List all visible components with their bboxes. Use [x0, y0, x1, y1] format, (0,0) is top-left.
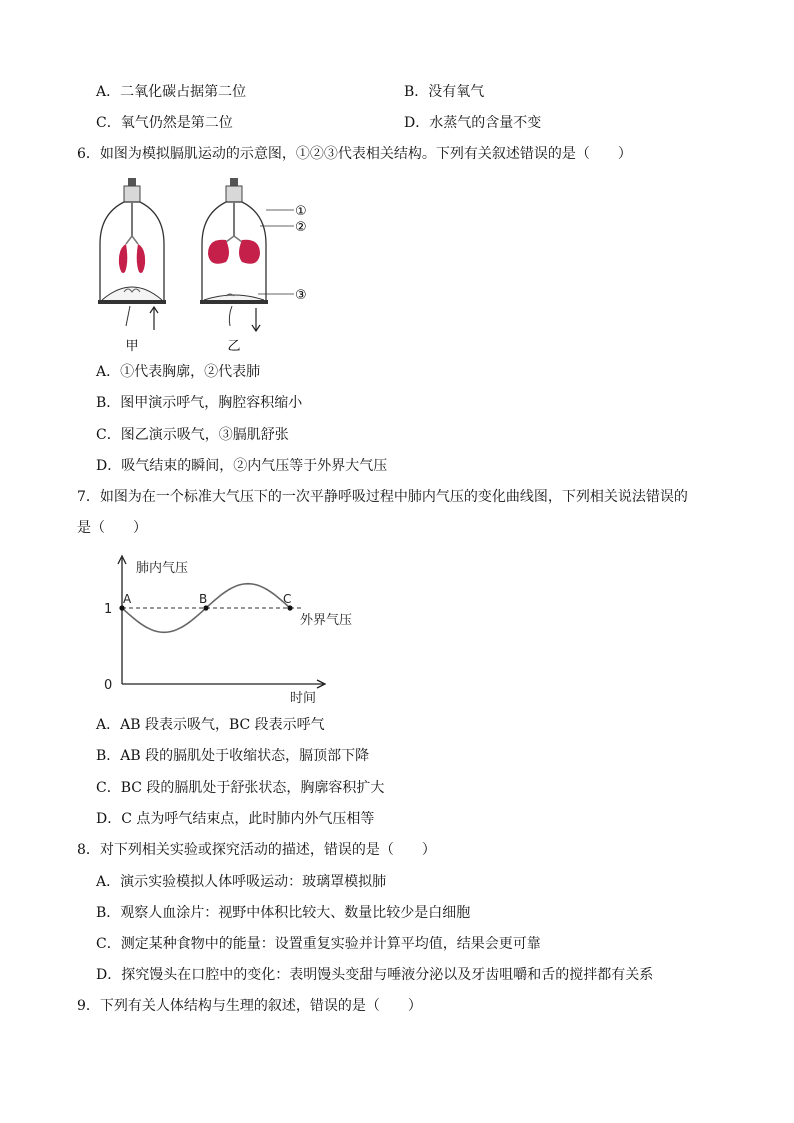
q7-option-b: B．AB 段的膈肌处于收缩状态，膈顶部下降 [96, 748, 370, 764]
q6-option-c: C．图乙演示吸气，③膈肌舒张 [96, 427, 289, 443]
y-tick-label-0: 0 [104, 678, 113, 693]
point-b [203, 605, 208, 610]
point-c [287, 605, 292, 610]
q9-stem: 9．下列有关人体结构与生理的叙述，错误的是（ ） [77, 998, 422, 1014]
q8-stem: 8．对下列相关实验或探究活动的描述，错误的是（ ） [77, 842, 436, 858]
q7-stem-line2: 是（ ） [77, 520, 147, 536]
q5-option-d: D．水蒸气的含量不变 [404, 115, 542, 131]
figure-label-yi: 乙 [227, 339, 241, 354]
point-a [119, 605, 124, 610]
jar-yi [200, 178, 268, 354]
marker-2: ② [295, 220, 307, 235]
x-axis-label: 时间 [290, 691, 317, 704]
figure-label-jia: 甲 [125, 339, 139, 354]
q6-option-a: A．①代表胸廓，②代表肺 [96, 364, 261, 380]
point-label-c: C [283, 592, 292, 606]
q7-lung-pressure-chart [96, 552, 376, 704]
marker-3: ③ [295, 288, 307, 303]
point-label-b: B [199, 592, 208, 606]
q8-option-d: D．探究馒头在口腔中的变化：表明馒头变甜与唾液分泌以及牙齿咀嚼和舌的搅拌都有关系 [96, 967, 654, 983]
q7-option-a: A．AB 段表示吸气，BC 段表示呼气 [96, 717, 325, 733]
q6-option-b: B．图甲演示呼气，胸腔容积缩小 [96, 395, 303, 411]
q5-option-c: C．氧气仍然是第二位 [96, 115, 233, 131]
y-tick-label-1: 1 [104, 602, 113, 617]
q5-option-a: A．二氧化碳占据第二位 [96, 84, 247, 100]
y-axis-label: 肺内气压 [136, 561, 189, 576]
reference-line-label: 外界气压 [300, 613, 353, 628]
q6-option-d: D．吸气结束的瞬间，②内气压等于外界大气压 [96, 458, 388, 474]
q8-option-c: C．测定某种食物中的能量：设置重复实验并计算平均值，结果会更可靠 [96, 936, 541, 952]
q7-option-d: D．C 点为呼气结束点，此时肺内外气压相等 [96, 811, 375, 827]
q6-diaphragm-model-figure [90, 174, 330, 356]
q8-option-b: B．观察人血涂片：视野中体积比较大、数量比较少是白细胞 [96, 905, 471, 921]
marker-1: ① [295, 204, 307, 219]
point-label-a: A [123, 592, 132, 606]
q8-option-a: A．演示实验模拟人体呼吸运动：玻璃罩模拟肺 [96, 874, 387, 890]
q7-stem-line1: 7．如图为在一个标准大气压下的一次平静呼吸过程中肺内气压的变化曲线图，下列相关说法错误的 [77, 489, 688, 505]
jar-jia [98, 178, 166, 354]
q7-option-c: C．BC 段的膈肌处于舒张状态，胸廓容积扩大 [96, 780, 385, 796]
q5-option-b: B．没有氧气 [404, 84, 485, 100]
q6-stem: 6．如图为模拟膈肌运动的示意图，①②③代表相关结构。下列有关叙述错误的是（ ） [77, 146, 632, 162]
